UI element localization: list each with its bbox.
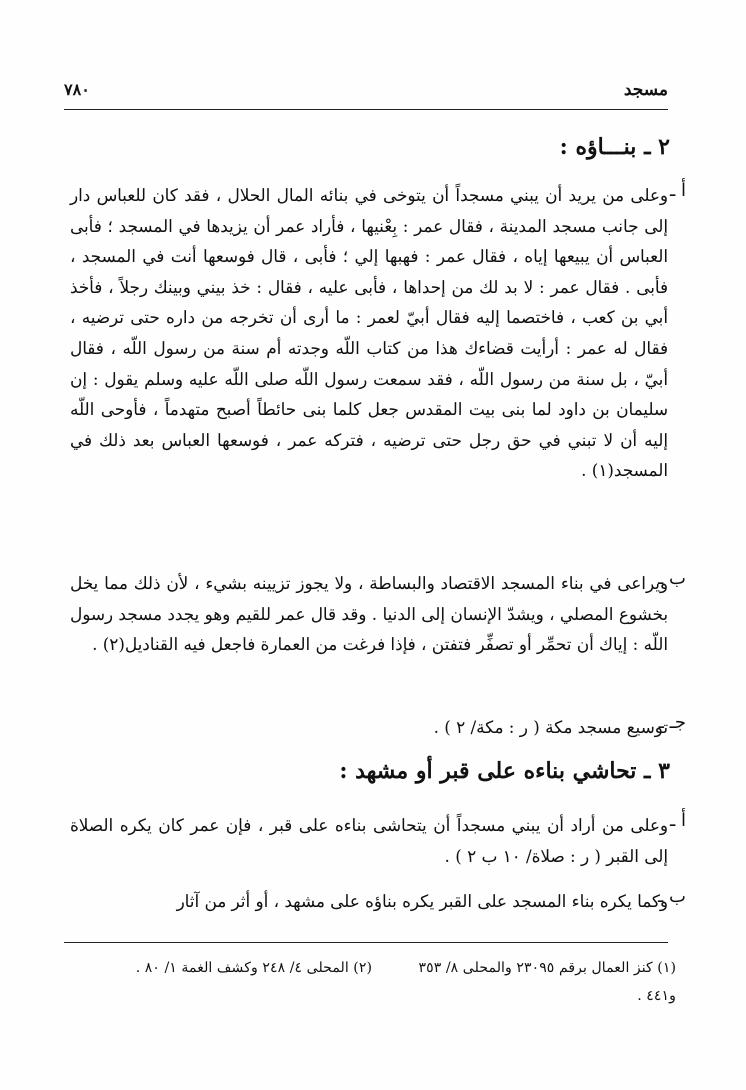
paragraph-2b bbox=[70, 568, 686, 660]
item-letter: ب ـ bbox=[658, 886, 686, 907]
item-letter: أ ـ bbox=[670, 180, 686, 201]
section-heading-3: ٣ ـ تحاشي بناءه على قبر أو مشهد : bbox=[339, 758, 670, 784]
running-title: مسجد bbox=[623, 80, 668, 100]
paragraph-3a bbox=[70, 810, 686, 871]
footnote-rule bbox=[64, 942, 668, 943]
footnote-1-continued: و٤٤١ . bbox=[637, 988, 676, 1004]
footnote-1: (١) كنز العمال برقم ٢٣٠٩٥ والمحلى ٨/ ٣٥٣ bbox=[418, 960, 676, 976]
paragraph-text: وكما يكره بناء المسجد على القبر يكره بناؤه على مشهد ، أو أثر من آثار bbox=[176, 891, 668, 911]
item-letter: جـ ـ bbox=[658, 712, 686, 733]
header-rule bbox=[64, 109, 668, 110]
page-header bbox=[64, 78, 668, 110]
paragraph-2a bbox=[70, 180, 686, 486]
paragraph-text: توسيع مسجد مكة ( ر : مكة/ ٢ ) . bbox=[433, 717, 668, 737]
paragraph-text: وعلى من يريد أن يبني مسجداً أن يتوخى في بنائه المال الحلال ، فقد كان للعباس دار إلى جانب مسجد المدينة ، فقال عمر : بِعْنيها ، فأراد عمر أن يزيدها في المسجد ؛ فأبى العباس أن يبيعها إياه ، فقال عمر : فهبها إلي ؛ فأبى ، قال فوسعها أنت في المسجد ، فأبى . فقال عمر : لا بد لك من إحداها ، فأبى عليه ، فقال : خذ بيني وبينك رجلاً ، فأخذ أبي بن كعب ، فاختصما إليه فقال أبيّ لعمر : ما أرى أن تخرجه من داره حتى ترضيه ، فقال له عمر : أرأيت قضاءك هذا من كتاب اللّه وجدته أم سنة من رسول اللّه ، فقال أبيّ ، بل سنة من رسول اللّه ، فقد سمعت رسول اللّه صلى اللّه عليه وسلم يقول : إن سليمان بن داود لما بنى بيت المقدس جعل كلما بنى حائطاً أصبح متهدماً ، فأوحى اللّه إليه أن لا تبني في حق رجل حتى ترضيه ، فتركه عمر ، فوسعها العباس بعد ذلك في المسجد(١) . bbox=[70, 185, 668, 481]
paragraph-text: وعلى من أراد أن يبني مسجداً أن يتحاشى بناءه على قبر ، فإن عمر كان يكره الصلاة إلى القبر ( ر : صلاة/ ١٠ ب ٢ ) . bbox=[70, 815, 668, 866]
item-letter: ب ـ bbox=[658, 568, 686, 589]
item-letter: أ ـ bbox=[670, 810, 686, 831]
section-heading-2: ٢ ـ بنـــاؤه : bbox=[559, 134, 670, 160]
paragraph-3b bbox=[70, 886, 686, 917]
page-number: ٧٨٠ bbox=[64, 80, 90, 99]
paragraph-2c bbox=[70, 712, 686, 743]
paragraph-text: ويراعى في بناء المسجد الاقتصاد والبساطة ، ولا يجوز تزيينه بشيء ، لأن ذلك مما يخل بخشوع المصلي ، ويشدّ الإنسان إلى الدنيا . وقد قال عمر للقيم وهو يجدد مسجد رسول اللّه : إياك أن تحمِّر أو تصفِّر فتفتن ، فإذا فرغت من العمارة فاجعل فيه القناديل(٢) . bbox=[70, 573, 668, 655]
footnote-2: (٢) المحلى ٤/ ٢٤٨ وكشف الغمة ١/ ٨٠ . bbox=[135, 960, 372, 976]
